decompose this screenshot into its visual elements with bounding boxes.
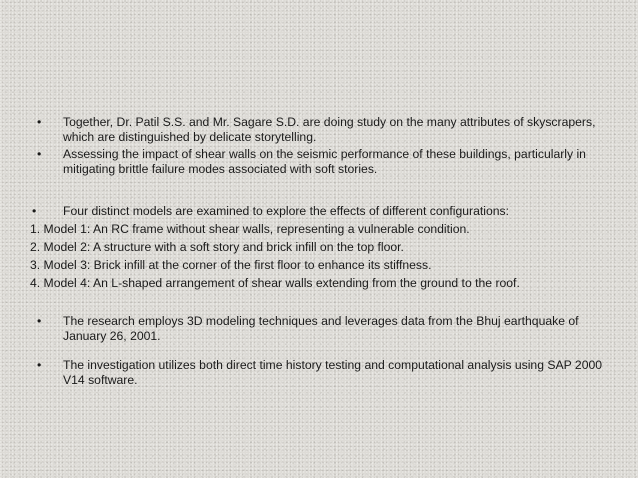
bullet-symbol: • bbox=[37, 115, 42, 129]
model-text: 3. Model 3: Brick infill at the corner of the first floor to enhance its stiffness. bbox=[30, 258, 432, 272]
bullet-text: The investigation utilizes both direct time history testing and computational analysis using SAP 2000 V14 software. bbox=[63, 358, 603, 387]
models-intro-item bbox=[0, 204, 638, 219]
bullet-text: Together, Dr. Patil S.S. and Mr. Sagare S.D. are doing study on the many attributes of skyscrapers, which are distinguished by delicate storytelling. bbox=[63, 115, 596, 144]
model-item bbox=[0, 258, 638, 273]
bullet-text: The research employs 3D modeling techniques and leverages data from the Bhuj earthquake of January 26, 2001. bbox=[63, 314, 579, 343]
model-item bbox=[0, 222, 638, 237]
model-text: 2. Model 2: A structure with a soft story and brick infill on the top floor. bbox=[30, 240, 404, 254]
bullet-symbol: • bbox=[32, 204, 37, 218]
bullet-item bbox=[0, 314, 638, 344]
model-text: 1. Model 1: An RC frame without shear walls, representing a vulnerable condition. bbox=[30, 222, 470, 236]
bullet-symbol: • bbox=[37, 314, 42, 328]
model-item bbox=[0, 276, 638, 291]
models-section bbox=[0, 204, 638, 291]
bullet-list-bottom bbox=[0, 314, 638, 388]
bullet-item bbox=[0, 147, 638, 177]
model-text: 4. Model 4: An L-shaped arrangement of shear walls extending from the ground to the roof. bbox=[30, 276, 520, 290]
bullet-symbol: • bbox=[37, 147, 42, 161]
models-intro-text: Four distinct models are examined to explore the effects of different configurations: bbox=[63, 204, 509, 218]
bullet-text: Assessing the impact of shear walls on the seismic performance of these buildings, particularly in mitigating brittle failure modes associated with soft stories. bbox=[63, 147, 586, 176]
bullet-item bbox=[0, 358, 638, 388]
bullet-item bbox=[0, 115, 638, 145]
bullet-list-top bbox=[0, 115, 638, 177]
bullet-symbol: • bbox=[37, 358, 42, 372]
model-item bbox=[0, 240, 638, 255]
